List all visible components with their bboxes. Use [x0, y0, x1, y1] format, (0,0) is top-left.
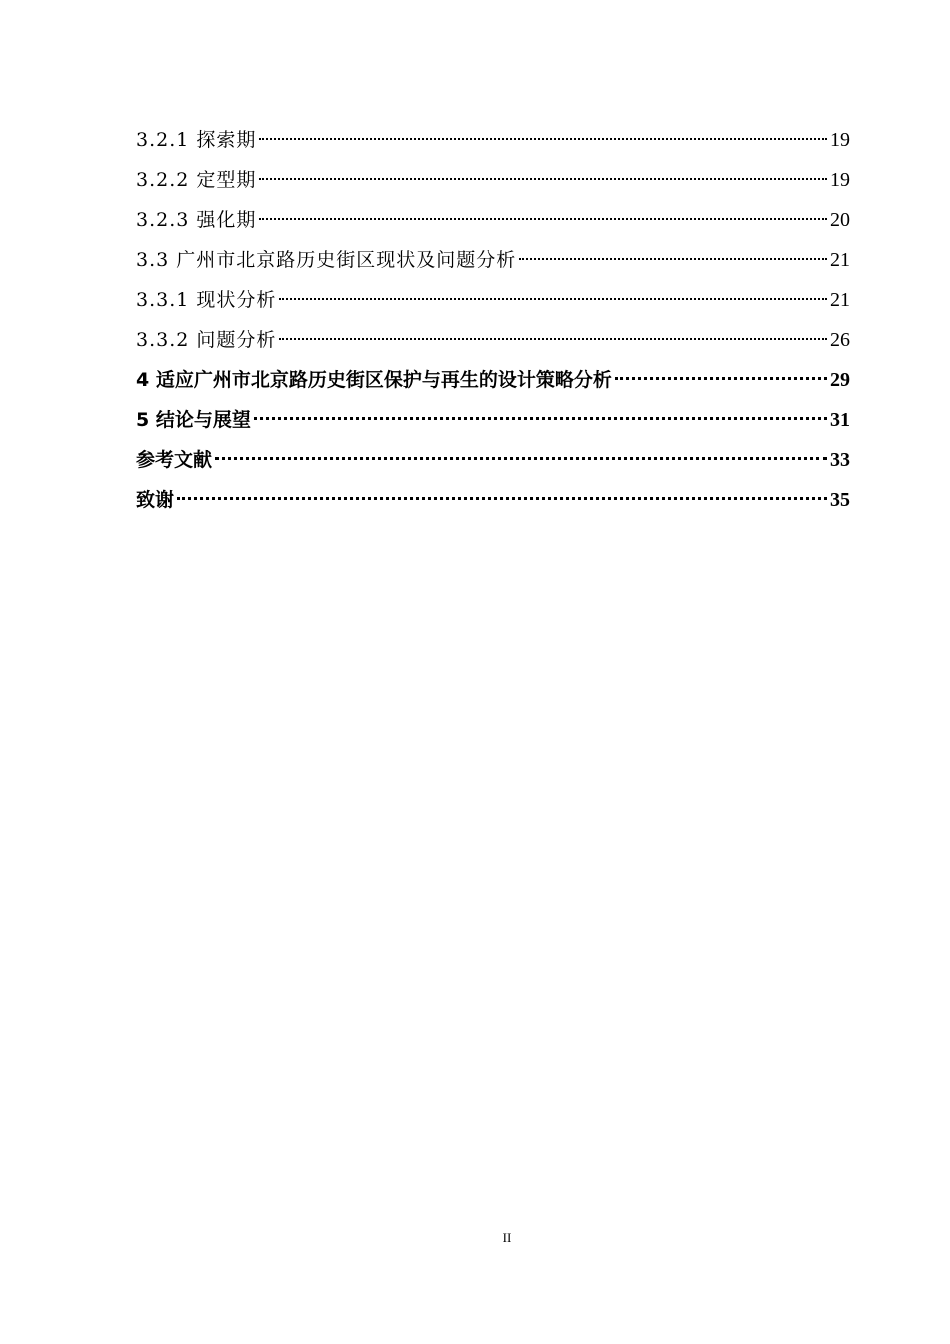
- page-number: II: [502, 1230, 512, 1245]
- toc-entry-label: 参考文献: [136, 449, 213, 471]
- toc-entry-label: 3.3.2 问题分析: [136, 329, 277, 351]
- toc-entry-label: 3.3 广州市北京路历史街区现状及问题分析: [136, 249, 517, 271]
- toc-dot-leader: [519, 258, 827, 260]
- toc-entry-label: 4 适应广州市北京路历史街区保护与再生的设计策略分析: [136, 369, 612, 391]
- toc-entry-label: 3.2.3 强化期: [136, 209, 257, 231]
- toc-entry-3-2-1[interactable]: [136, 122, 850, 162]
- toc-entry-chapter-5[interactable]: [136, 402, 850, 442]
- toc-entry-3-2-3[interactable]: [136, 202, 850, 242]
- toc-entry-3-3-2[interactable]: [136, 322, 850, 362]
- toc-dot-leader: [254, 417, 827, 420]
- toc-entry-chapter-4[interactable]: [136, 362, 850, 402]
- toc-dot-leader: [259, 218, 827, 220]
- toc-entry-page: 35: [830, 489, 850, 511]
- toc-entry-label: 3.2.2 定型期: [136, 169, 257, 191]
- toc-entry-page: 33: [830, 449, 850, 471]
- toc-entry-3-3[interactable]: [136, 242, 850, 282]
- toc-dot-leader: [215, 457, 827, 460]
- toc-dot-leader: [177, 497, 827, 500]
- toc-entry-page: 19: [830, 129, 850, 151]
- toc-entry-label: 致谢: [136, 489, 175, 511]
- toc-entry-page: 29: [830, 369, 850, 391]
- toc-entry-page: 26: [830, 329, 850, 351]
- toc-entry-page: 21: [830, 249, 850, 271]
- toc-entry-references[interactable]: [136, 442, 850, 482]
- toc-dot-leader: [279, 298, 827, 300]
- toc-entry-label: 3.2.1 探索期: [136, 129, 257, 151]
- toc-entry-label: 3.3.1 现状分析: [136, 289, 277, 311]
- toc-entry-label: 5 结论与展望: [136, 409, 251, 431]
- toc-entry-page: 21: [830, 289, 850, 311]
- toc-entry-3-3-1[interactable]: [136, 282, 850, 322]
- table-of-contents: [136, 122, 850, 522]
- toc-entry-page: 31: [830, 409, 850, 431]
- toc-dot-leader: [615, 377, 827, 380]
- toc-dot-leader: [259, 138, 827, 140]
- toc-dot-leader: [259, 178, 827, 180]
- toc-entry-page: 20: [830, 209, 850, 231]
- toc-dot-leader: [279, 338, 827, 340]
- toc-entry-3-2-2[interactable]: [136, 162, 850, 202]
- toc-entry-acknowledgements[interactable]: [136, 482, 850, 522]
- toc-entry-page: 19: [830, 169, 850, 191]
